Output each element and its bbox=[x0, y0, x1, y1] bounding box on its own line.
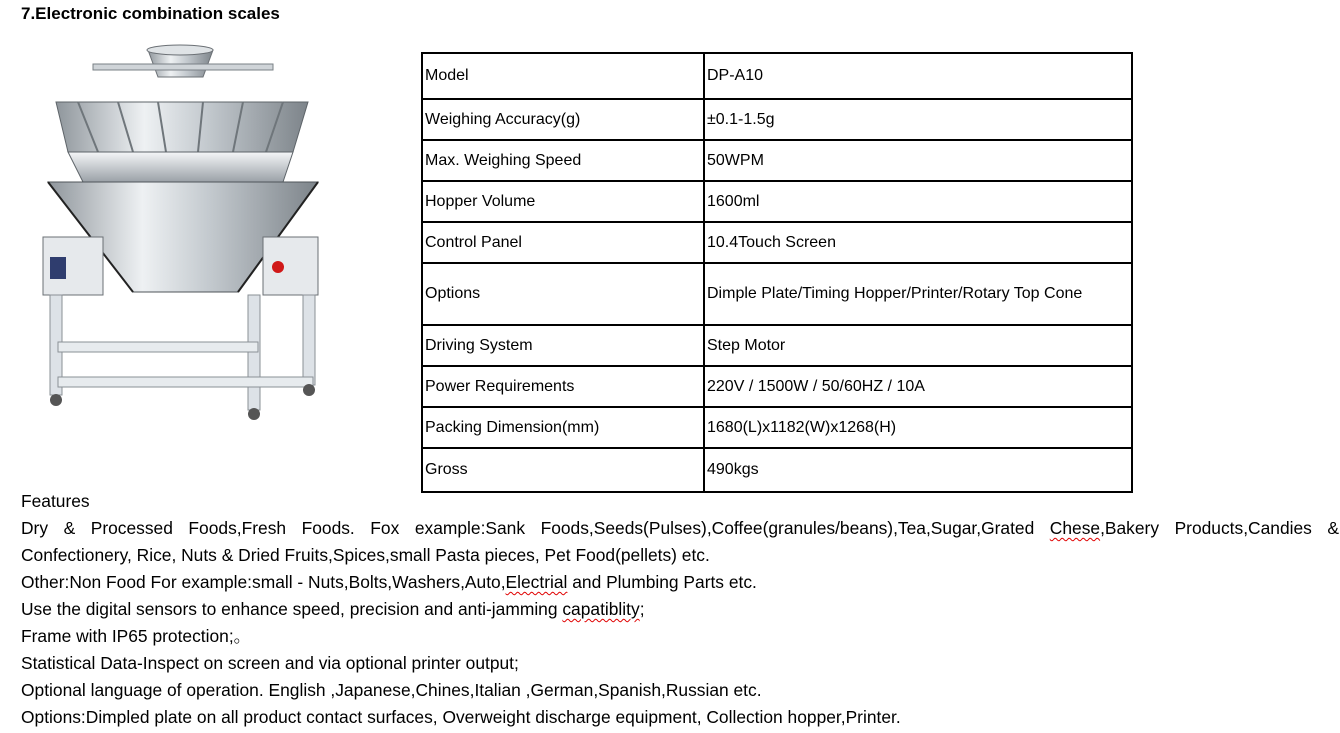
table-row bbox=[422, 407, 1132, 448]
features-text: Dry & Processed Foods,Fresh Foods. Fox example:Sank Foods,Seeds(Pulses),Coffee(granules/beans),Tea,Sugar,Grated bbox=[21, 518, 1050, 538]
features-line: Frame with IP65 protection;。 bbox=[21, 626, 252, 646]
spec-label: Options bbox=[422, 263, 704, 325]
features-line: Options:Dimpled plate on all product contact surfaces, Overweight discharge equipment, Collection hopper,Printer. bbox=[21, 707, 901, 727]
spec-value: Step Motor bbox=[704, 325, 1132, 366]
features-text: ; bbox=[639, 599, 645, 619]
table-row bbox=[422, 99, 1132, 140]
table-row bbox=[422, 140, 1132, 181]
spec-value: 220V / 1500W / 50/60HZ / 10A bbox=[704, 366, 1132, 407]
misspelled-word: Electrial bbox=[505, 572, 568, 592]
spec-value: 1600ml bbox=[704, 181, 1132, 222]
spec-label: Hopper Volume bbox=[422, 181, 704, 222]
spec-value: ±0.1-1.5g bbox=[704, 99, 1132, 140]
section-title: 7.Electronic combination scales bbox=[21, 4, 280, 23]
spec-label: Control Panel bbox=[422, 222, 704, 263]
table-row bbox=[422, 53, 1132, 99]
features-line: Statistical Data-Inspect on screen and via optional printer output; bbox=[21, 653, 519, 673]
spec-label: Driving System bbox=[422, 325, 704, 366]
features-line: Optional language of operation. English ,Japanese,Chines,Italian ,German,Spanish,Russian etc. bbox=[21, 680, 762, 700]
features-line: Confectionery, Rice, Nuts & Dried Fruits,Spices,small Pasta pieces, Pet Food(pellets) etc. bbox=[21, 545, 710, 565]
spec-label: Power Requirements bbox=[422, 366, 704, 407]
spec-value: 490kgs bbox=[704, 448, 1132, 492]
features-text: ,Bakery Products,Candies & bbox=[1100, 518, 1339, 538]
features-line bbox=[21, 515, 1339, 542]
spec-table bbox=[421, 52, 1133, 493]
spec-label: Max. Weighing Speed bbox=[422, 140, 704, 181]
features-heading: Features bbox=[21, 491, 90, 511]
spec-value: 1680(L)x1182(W)x1268(H) bbox=[704, 407, 1132, 448]
spec-value: Dimple Plate/Timing Hopper/Printer/Rotary Top Cone bbox=[704, 263, 1132, 325]
multihead-weigher-machine-icon bbox=[38, 42, 328, 422]
spec-label: Weighing Accuracy(g) bbox=[422, 99, 704, 140]
features-line bbox=[21, 596, 1339, 623]
table-row bbox=[422, 366, 1132, 407]
spec-label: Gross bbox=[422, 448, 704, 492]
table-row bbox=[422, 263, 1132, 325]
features-text: Use the digital sensors to enhance speed, precision and anti-jamming bbox=[21, 599, 563, 619]
spec-value: 10.4Touch Screen bbox=[704, 222, 1132, 263]
misspelled-word: Chese bbox=[1049, 518, 1101, 538]
table-row bbox=[422, 181, 1132, 222]
spec-label: Model bbox=[422, 53, 704, 99]
spec-value: DP-A10 bbox=[704, 53, 1132, 99]
features-text: Other:Non Food For example:small - Nuts,Bolts,Washers,Auto, bbox=[21, 572, 506, 592]
table-row bbox=[422, 448, 1132, 492]
features-section bbox=[21, 488, 1339, 731]
table-row bbox=[422, 325, 1132, 366]
misspelled-word: capatiblity bbox=[562, 599, 640, 619]
table-row bbox=[422, 222, 1132, 263]
spec-value: 50WPM bbox=[704, 140, 1132, 181]
spec-label: Packing Dimension(mm) bbox=[422, 407, 704, 448]
features-line bbox=[21, 569, 1339, 596]
features-text: and Plumbing Parts etc. bbox=[567, 572, 757, 592]
